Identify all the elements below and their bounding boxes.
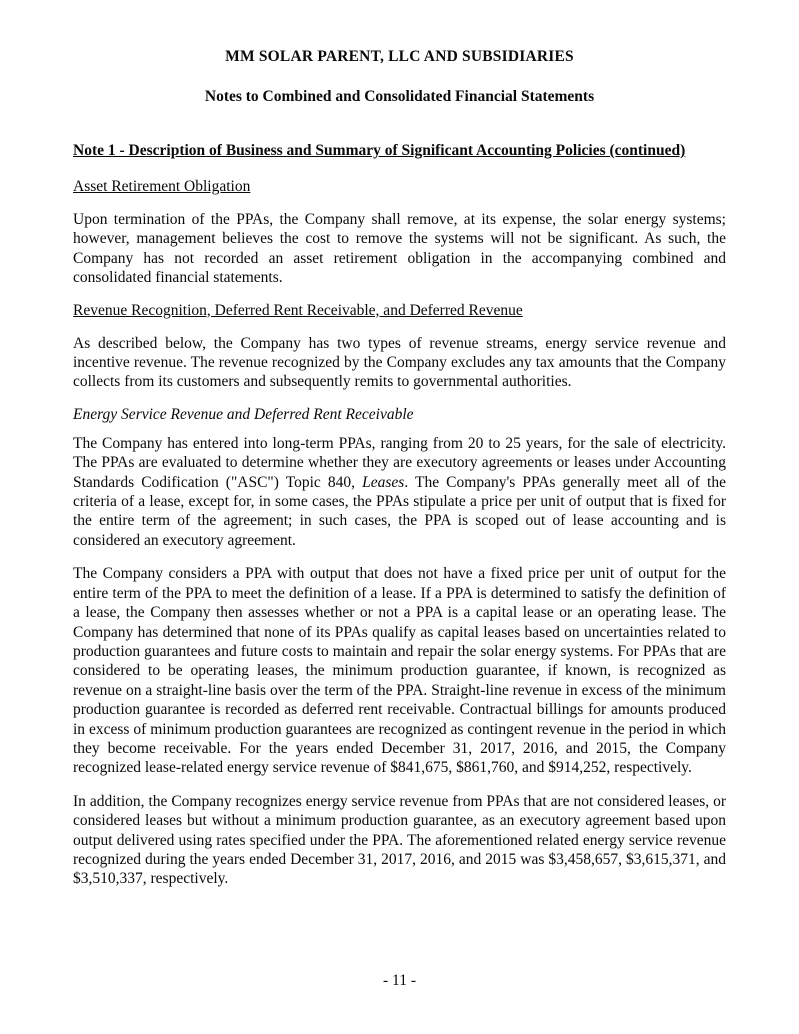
paragraph-energy-service-3: In addition, the Company recognizes energy service revenue from PPAs that are not considered leases, or considered leases but without a minimum production guarantee, as an executory agreement based upon output delivered using rates specified under the PPA. The aforementioned related energy service revenue recognized during the years ended December 31, 2017, 2016, and 2015 was $3,458,657, $3,615,371, and $3,510,337, respectively. bbox=[73, 792, 726, 888]
section-heading-revenue-recognition: Revenue Recognition, Deferred Rent Receivable, and Deferred Revenue bbox=[73, 301, 523, 319]
paragraph-asset-retirement: Upon termination of the PPAs, the Company shall remove, at its expense, the solar energy systems; however, management believes the cost to remove the systems will not be significant. As such, the Company has not recorded an asset retirement obligation in the accompanying combined and consolidated financial statements. bbox=[73, 211, 726, 287]
paragraph-energy-service-1-text-before: The Company has entered into long-term PPAs, ranging from 20 to 25 years, for the sale of electricity. The PPAs are evaluated to determine whether they are executory agreements or leases under Accounting Standards Codification ("ASC") Topic 840, bbox=[73, 434, 726, 491]
paragraph-energy-service-1 bbox=[73, 434, 726, 550]
page-number: - 11 - bbox=[383, 972, 416, 989]
document-title: MM SOLAR PARENT, LLC AND SUBSIDIARIES bbox=[225, 48, 574, 65]
paragraph-revenue-recognition: As described below, the Company has two types of revenue streams, energy service revenue and incentive revenue. The revenue recognized by the Company excludes any tax amounts that the Company collects from its customers and subsequently remits to governmental authorities. bbox=[73, 334, 726, 391]
subheading-energy-service-revenue: Energy Service Revenue and Deferred Rent Receivable bbox=[73, 405, 414, 423]
document-subtitle: Notes to Combined and Consolidated Financial Statements bbox=[204, 88, 595, 105]
paragraph-energy-service-2: The Company considers a PPA with output that does not have a fixed price per unit of output for the entire term of the PPA to meet the definition of a lease. If a PPA is determined to satisfy the definition of a lease, the Company then assesses whether or not a PPA is a capital lease or an operating lease. The Company has determined that none of its PPAs qualify as capital leases based on uncertainties related to production guarantees and future costs to maintain and repair the solar energy systems. For PPAs that are considered to be operating leases, the minimum production guarantee, if known, is recognized as revenue on a straight-line basis over the term of the PPA. Straight-line revenue in excess of the minimum production guarantee is recorded as deferred rent receivable. Contractual billings for amounts produced in excess of minimum production guarantees are recognized as contingent revenue in the period in which they become receivable. For the years ended December 31, 2017, 2016, and 2015, the Company recognized lease-related energy service revenue of $841,675, $861,760, and $914,252, respectively. bbox=[73, 565, 726, 777]
paragraph-energy-service-1-text-after: . The Company's PPAs generally meet all of the criteria of a lease, except for, in some cases, the PPAs stipulate a price per unit of output that is fixed for the entire term of the agreement; in such cases, the PPA is scoped out of lease accounting and is considered an executory agreement. bbox=[73, 473, 726, 549]
note-1-heading: Note 1 - Description of Business and Summary of Significant Accounting Policies (continued) bbox=[73, 142, 686, 159]
paragraph-energy-service-1-italic-leases: Leases bbox=[362, 473, 405, 491]
section-heading-asset-retirement-obligation: Asset Retirement Obligation bbox=[73, 178, 251, 195]
